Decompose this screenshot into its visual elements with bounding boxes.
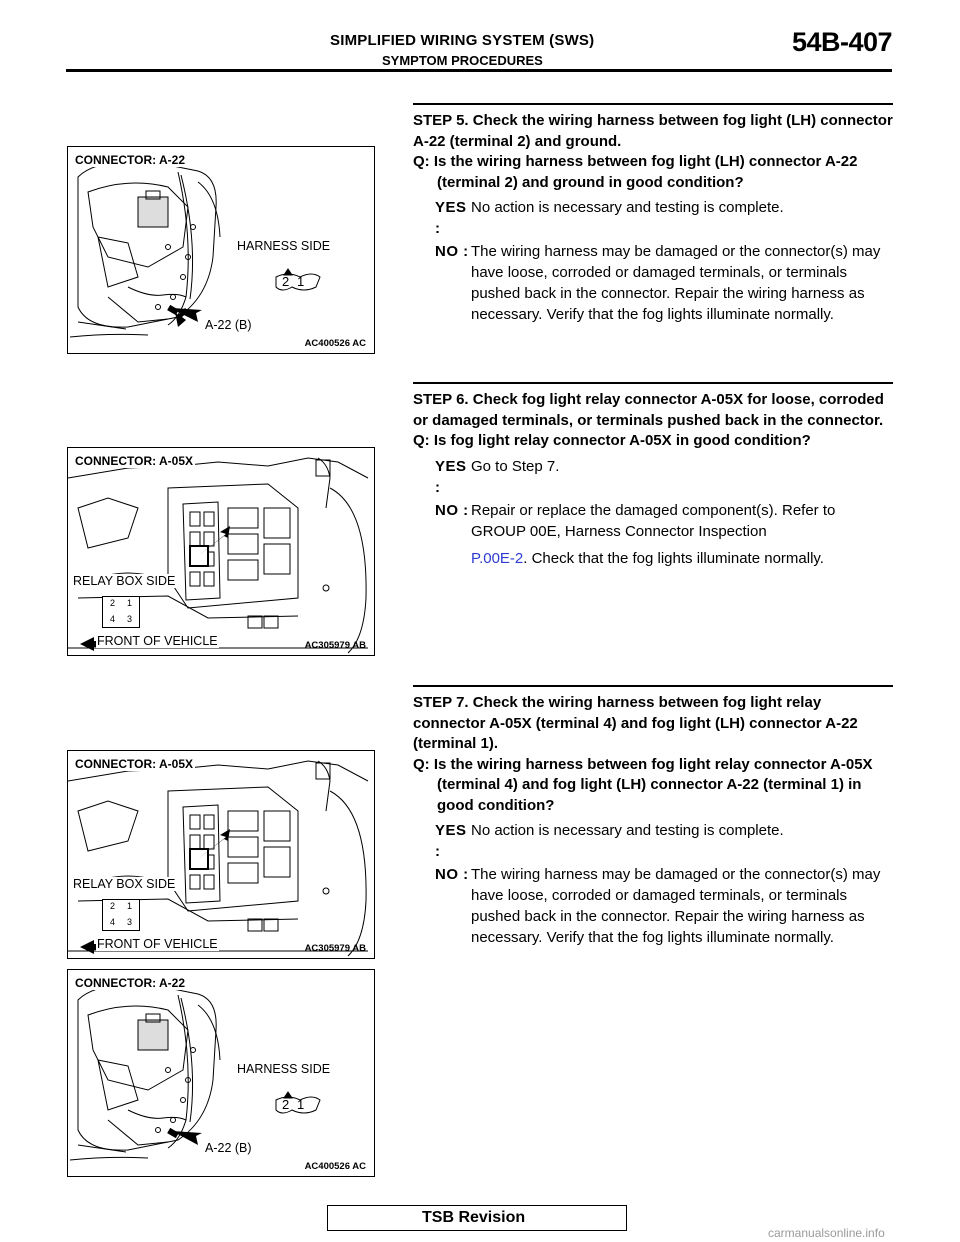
no-text-after: . Check that the fog lights illuminate normally. bbox=[523, 549, 824, 567]
section-title: SIMPLIFIED WIRING SYSTEM (SWS) bbox=[330, 32, 595, 49]
pin-number: 3 bbox=[127, 614, 133, 624]
connector-pointer-label: A-22 (B) bbox=[205, 1141, 252, 1155]
figure-caption: CONNECTOR: A-22 bbox=[75, 153, 186, 167]
pin-number: 3 bbox=[127, 917, 133, 927]
pin-number: 1 bbox=[297, 1097, 305, 1112]
yes-label: YES : bbox=[435, 822, 467, 860]
figure-id: AC305979 AB bbox=[304, 640, 366, 651]
relay-box-side-label: RELAY BOX SIDE bbox=[73, 574, 176, 588]
front-of-vehicle-label: FRONT OF VEHICLE bbox=[97, 937, 218, 951]
yes-label: YES : bbox=[435, 457, 467, 496]
figure-id: AC400526 AC bbox=[304, 338, 366, 349]
step-6 bbox=[413, 382, 893, 569]
no-answer bbox=[413, 500, 893, 569]
pin-number: 2 bbox=[282, 1097, 290, 1112]
yes-label: YES : bbox=[435, 199, 467, 237]
front-of-vehicle-label: FRONT OF VEHICLE bbox=[97, 634, 218, 648]
harness-side-label: HARNESS SIDE bbox=[237, 1062, 331, 1076]
step-question: Q: Is the wiring harness between fog light (LH) connector A-22 (terminal 2) and ground in good condition? bbox=[413, 153, 858, 191]
tsb-revision-label: TSB Revision bbox=[422, 1209, 526, 1226]
relay-box-side-label: RELAY BOX SIDE bbox=[73, 877, 176, 891]
no-answer bbox=[413, 241, 893, 325]
pin-number: 4 bbox=[110, 917, 116, 927]
yes-answer bbox=[413, 197, 893, 239]
step-question: Q: Is fog light relay connector A-05X in good condition? bbox=[413, 432, 811, 449]
connector-a22-figure bbox=[67, 146, 375, 354]
step-rule bbox=[413, 685, 893, 687]
pin-number: 2 bbox=[110, 598, 116, 608]
connector-pointer-label: A-22 (B) bbox=[205, 318, 252, 332]
yes-text: No action is necessary and testing is complete. bbox=[471, 199, 784, 216]
yes-answer bbox=[413, 456, 893, 498]
harness-side-label: HARNESS SIDE bbox=[237, 239, 331, 253]
step-question: Q: Is the wiring harness between fog light relay connector A-05X (terminal 4) and fog light (LH) connector A-22 (terminal 1) in good condition? bbox=[413, 755, 873, 814]
no-text: The wiring harness may be damaged or the connector(s) may have loose, corroded or damaged terminals, or terminals pushed back in the connector. Repair the wiring harness as necessary. Verify that the fog lights illuminate normally. bbox=[471, 243, 881, 323]
yes-answer bbox=[413, 820, 893, 862]
reference-link[interactable]: P.00E-2 bbox=[471, 549, 524, 567]
pin-number: 1 bbox=[297, 274, 305, 289]
yes-text: No action is necessary and testing is complete. bbox=[471, 822, 784, 839]
pin-number: 2 bbox=[282, 274, 290, 289]
connector-a22-figure-step7 bbox=[67, 969, 375, 1177]
figure-id: AC305979 AB bbox=[304, 943, 366, 954]
connector-a05x-figure-step7 bbox=[67, 750, 375, 959]
page-number: 54B-407 bbox=[792, 27, 893, 57]
pin-number: 2 bbox=[110, 901, 116, 911]
step-rule bbox=[413, 382, 893, 384]
header-rule bbox=[66, 69, 892, 72]
site-watermark: carmanualsonline.info bbox=[768, 1226, 885, 1240]
tsb-revision-box bbox=[327, 1205, 627, 1231]
step-title: STEP 7. Check the wiring harness between fog light relay connector A-05X (terminal 4) and fog light (LH) connector A-22 (terminal 1). bbox=[413, 694, 858, 752]
step-title: STEP 5. Check the wiring harness between fog light (LH) connector A-22 (terminal 2) and ground. bbox=[413, 112, 893, 150]
pin-number: 1 bbox=[127, 598, 133, 608]
step-5 bbox=[413, 103, 893, 325]
relay-connector-face bbox=[102, 899, 140, 931]
no-label: NO : bbox=[435, 501, 469, 519]
section-subtitle: SYMPTOM PROCEDURES bbox=[382, 53, 543, 68]
figure-id: AC400526 AC bbox=[304, 1161, 366, 1172]
no-answer bbox=[413, 864, 893, 948]
figure-caption: CONNECTOR: A-05X bbox=[75, 454, 194, 468]
no-text-body: Repair or replace the damaged component(s). Refer to GROUP 00E, Harness Connector Inspection bbox=[471, 501, 836, 540]
no-text: The wiring harness may be damaged or the connector(s) may have loose, corroded or damaged terminals, or terminals pushed back in the connector. Repair the wiring harness as necessary. Verify that the fog lights illuminate normally. bbox=[471, 866, 881, 946]
step-title: STEP 6. Check fog light relay connector A-05X for loose, corroded or damaged terminals, or terminals pushed back in the connector. bbox=[413, 391, 884, 429]
step-rule bbox=[413, 103, 893, 105]
no-label: NO : bbox=[435, 243, 469, 260]
connector-a05x-figure bbox=[67, 447, 375, 656]
figure-caption: CONNECTOR: A-22 bbox=[75, 976, 186, 990]
no-label: NO : bbox=[435, 866, 469, 883]
step-7 bbox=[413, 685, 893, 948]
no-text bbox=[471, 500, 893, 569]
pin-number: 4 bbox=[110, 614, 116, 624]
figure-caption: CONNECTOR: A-05X bbox=[75, 757, 194, 771]
relay-connector-face bbox=[102, 596, 140, 628]
pin-number: 1 bbox=[127, 901, 133, 911]
yes-text: Go to Step 7. bbox=[471, 457, 560, 475]
